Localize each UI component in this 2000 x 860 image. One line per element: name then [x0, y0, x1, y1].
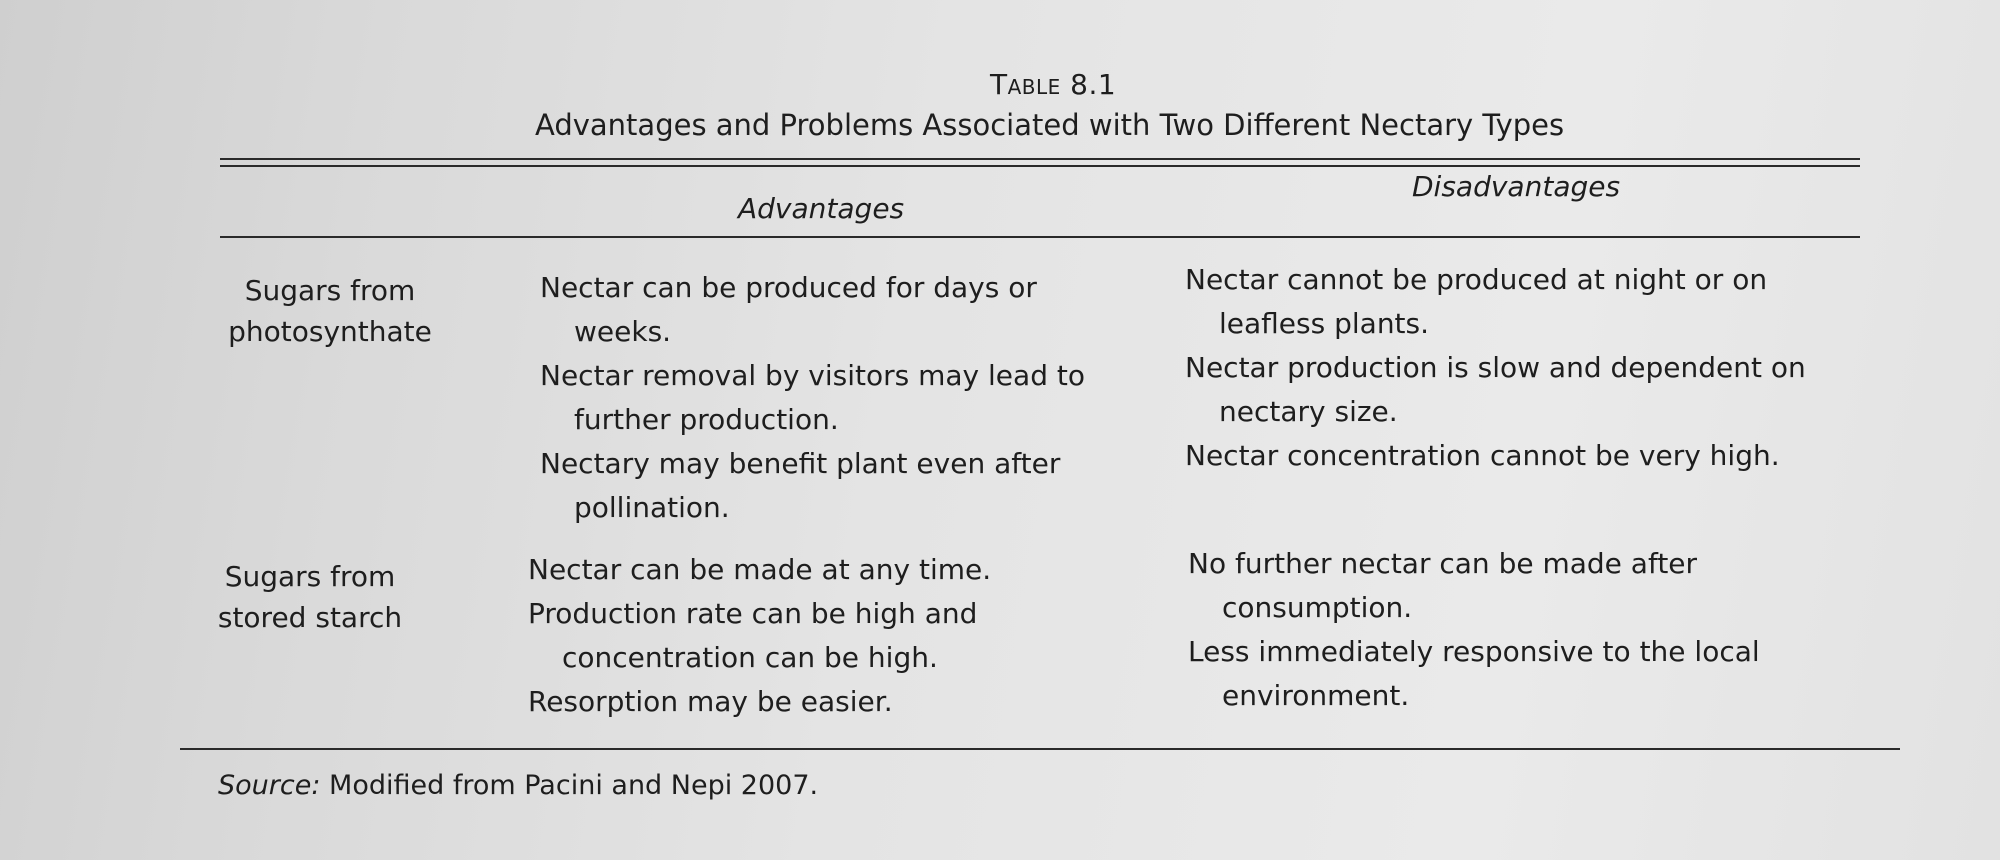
list-item: Nectar production is slow and dependent on nectary size. [1185, 351, 1806, 428]
column-header-disadvantages: Disadvantages [1412, 170, 1621, 203]
disadvantages-photosynthate [1185, 258, 1875, 478]
row-label-line: photosynthate [228, 315, 432, 348]
table-number: Table 8.1 [990, 68, 1117, 101]
list-item: Nectar can be made at any time. [528, 553, 992, 586]
table-source-note [218, 770, 818, 801]
advantages-stored-starch [528, 548, 1068, 724]
row-label-line: Sugars from [244, 274, 416, 307]
table-bottom-rule [180, 748, 1900, 750]
advantages-photosynthate [540, 266, 1100, 530]
header-rule [220, 236, 1860, 238]
disadvantages-stored-starch [1188, 542, 1828, 718]
list-item: Nectar removal by visitors may lead to further production. [540, 359, 1085, 436]
row-label-line: stored starch [217, 601, 403, 634]
top-double-rule-upper [220, 158, 1860, 160]
source-text: Modified from Pacini and Nepi 2007. [329, 770, 819, 801]
source-label: Source: [218, 770, 321, 801]
column-header-advantages: Advantages [738, 192, 905, 225]
row-label-line: Sugars from [224, 560, 396, 593]
row-label-photosynthate [200, 270, 460, 352]
list-item: Resorption may be easier. [528, 685, 893, 718]
list-item: Less immediately responsive to the local environment. [1188, 635, 1760, 712]
list-item: Production rate can be high and concentration can be high. [528, 597, 978, 674]
table-caption: Advantages and Problems Associated with Two Different Nectary Types [535, 108, 1565, 142]
top-double-rule-lower [220, 165, 1860, 167]
list-item: Nectary may benefit plant even after pollination. [540, 447, 1061, 524]
list-item: Nectar cannot be produced at night or on leafless plants. [1185, 263, 1768, 340]
row-label-stored-starch [180, 556, 440, 638]
list-item: Nectar can be produced for days or weeks. [540, 271, 1037, 348]
list-item: Nectar concentration cannot be very high. [1185, 439, 1780, 472]
list-item: No further nectar can be made after consumption. [1188, 547, 1698, 624]
